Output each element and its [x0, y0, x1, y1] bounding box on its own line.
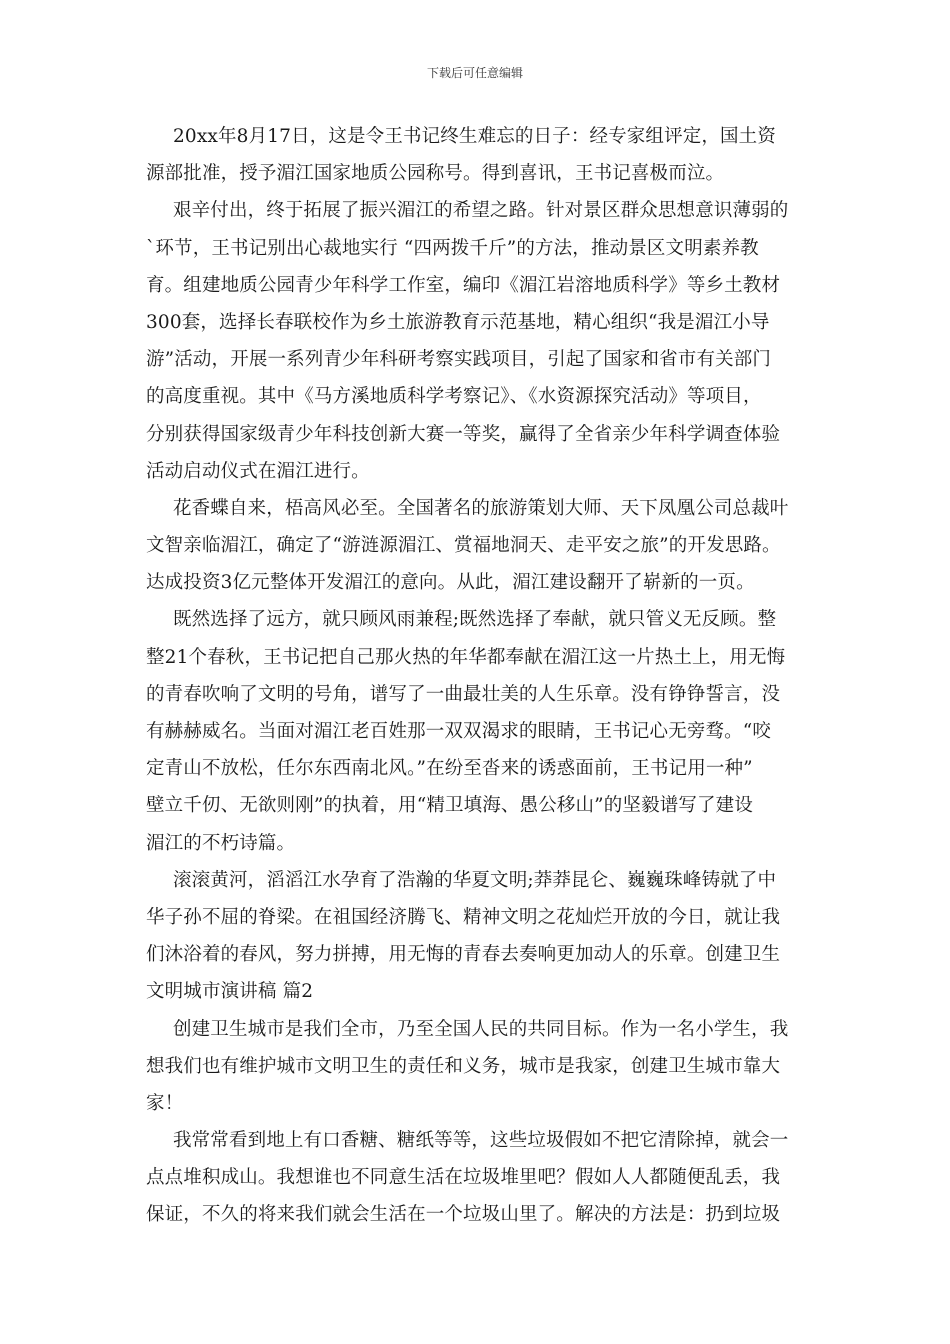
text-line: 点点堆积成山。我想谁也不同意生活在垃圾堆里吧？假如人人都随便乱丢，我	[146, 1167, 781, 1189]
text-line: 定青山不放松，任尔东西南北风。”在纷至沓来的诱惑面前，王书记用一种”	[146, 758, 753, 780]
text-line: 华子孙不屈的脊梁。在祖国经济腾飞、精神文明之花灿烂开放的今日，就让我	[146, 906, 781, 928]
text-line: 育。组建地质公园青少年科学工作室，编印《湄江岩溶地质科学》等乡土教材	[146, 274, 781, 296]
text-line: 分别获得国家级青少年科技创新大赛一等奖，赢得了全省亲少年科学调查体验	[146, 423, 781, 445]
text-line: 源部批准，授予湄江国家地质公园称号。得到喜讯，王书记喜极而泣。	[146, 163, 725, 185]
section-heading-line: 文明城市演讲稿 篇2	[146, 981, 314, 1003]
text-line: 家！	[146, 1092, 184, 1114]
text-line: 创建卫生城市是我们全市，乃至全国人民的共同目标。作为一名小学生，我	[173, 1018, 789, 1040]
text-line: 文智亲临湄江，确定了“游涟源湄江、赏福地洞天、走平安之旅”的开发思路。	[146, 535, 781, 557]
text-line: 们沐浴着的春风，努力拼搏，用无悔的青春去奏响更加动人的乐章。创建卫生	[146, 944, 781, 966]
text-line: 保证，不久的将来我们就会生活在一个垃圾山里了。解决的方法是：扔到垃圾	[146, 1204, 781, 1226]
text-line: 想我们也有维护城市文明卫生的责任和义务，城市是我家，创建卫生城市靠大	[146, 1055, 781, 1077]
text-line: 游”活动，开展一系列青少年科研考察实践项目，引起了国家和省市有关部门	[146, 349, 772, 371]
text-line: 艰辛付出，终于拓展了振兴湄江的希望之路。针对景区群众思想意识薄弱的	[173, 200, 789, 222]
text-line: 300套，选择长春联校作为乡土旅游教育示范基地，精心组织“我是湄江小导	[146, 311, 770, 333]
text-line: 整21个春秋，王书记把自己那火热的年华都奉献在湄江这一片热土上，用无悔	[146, 646, 786, 668]
page-header: 下载后可任意编辑	[426, 66, 523, 80]
text-line: 20xx年8月17日，这是令王书记终生难忘的日子：经专家组评定，国土资	[173, 126, 776, 147]
text-line: 花香蝶自来，梧高风必至。全国著名的旅游策划大师、天下凤凰公司总裁叶	[173, 497, 789, 519]
text-line: 有赫赫威名。当面对湄江老百姓那一双双渴求的眼睛，王书记心无旁骛。“咬	[146, 721, 772, 742]
document-body	[146, 118, 811, 1234]
text-line: 滚滚黄河，滔滔江水孕育了浩瀚的华夏文明;莽莽昆仑、巍巍珠峰铸就了中	[173, 869, 777, 891]
text-line: 达成投资3亿元整体开发湄江的意向。从此，湄江建设翻开了崭新的一页。	[146, 572, 755, 594]
text-line: 湄江的不朽诗篇。	[146, 832, 296, 854]
text-line: 的高度重视。其中《马方溪地质科学考察记》、《水资源探究活动》等项目，	[146, 386, 762, 408]
text-line: 既然选择了远方，就只顾风雨兼程;既然选择了奉献，就只管义无反顾。整	[173, 609, 777, 631]
text-line: 的青春吹响了文明的号角，谱写了一曲最壮美的人生乐章。没有铮铮誓言，没	[146, 683, 781, 705]
text-line: 我常常看到地上有口香糖、糖纸等等，这些垃圾假如不把它清除掉，就会一	[173, 1130, 789, 1152]
text-line: 壁立千仞、无欲则刚”的执着，用“精卫填海、愚公移山”的坚毅谱写了建设	[146, 795, 753, 817]
text-line: 活动启动仪式在湄江进行。	[146, 460, 370, 482]
text-line: `环节，王书记别出心裁地实行 “四两拨千斤”的方法，推动景区文明素养教	[146, 237, 759, 259]
